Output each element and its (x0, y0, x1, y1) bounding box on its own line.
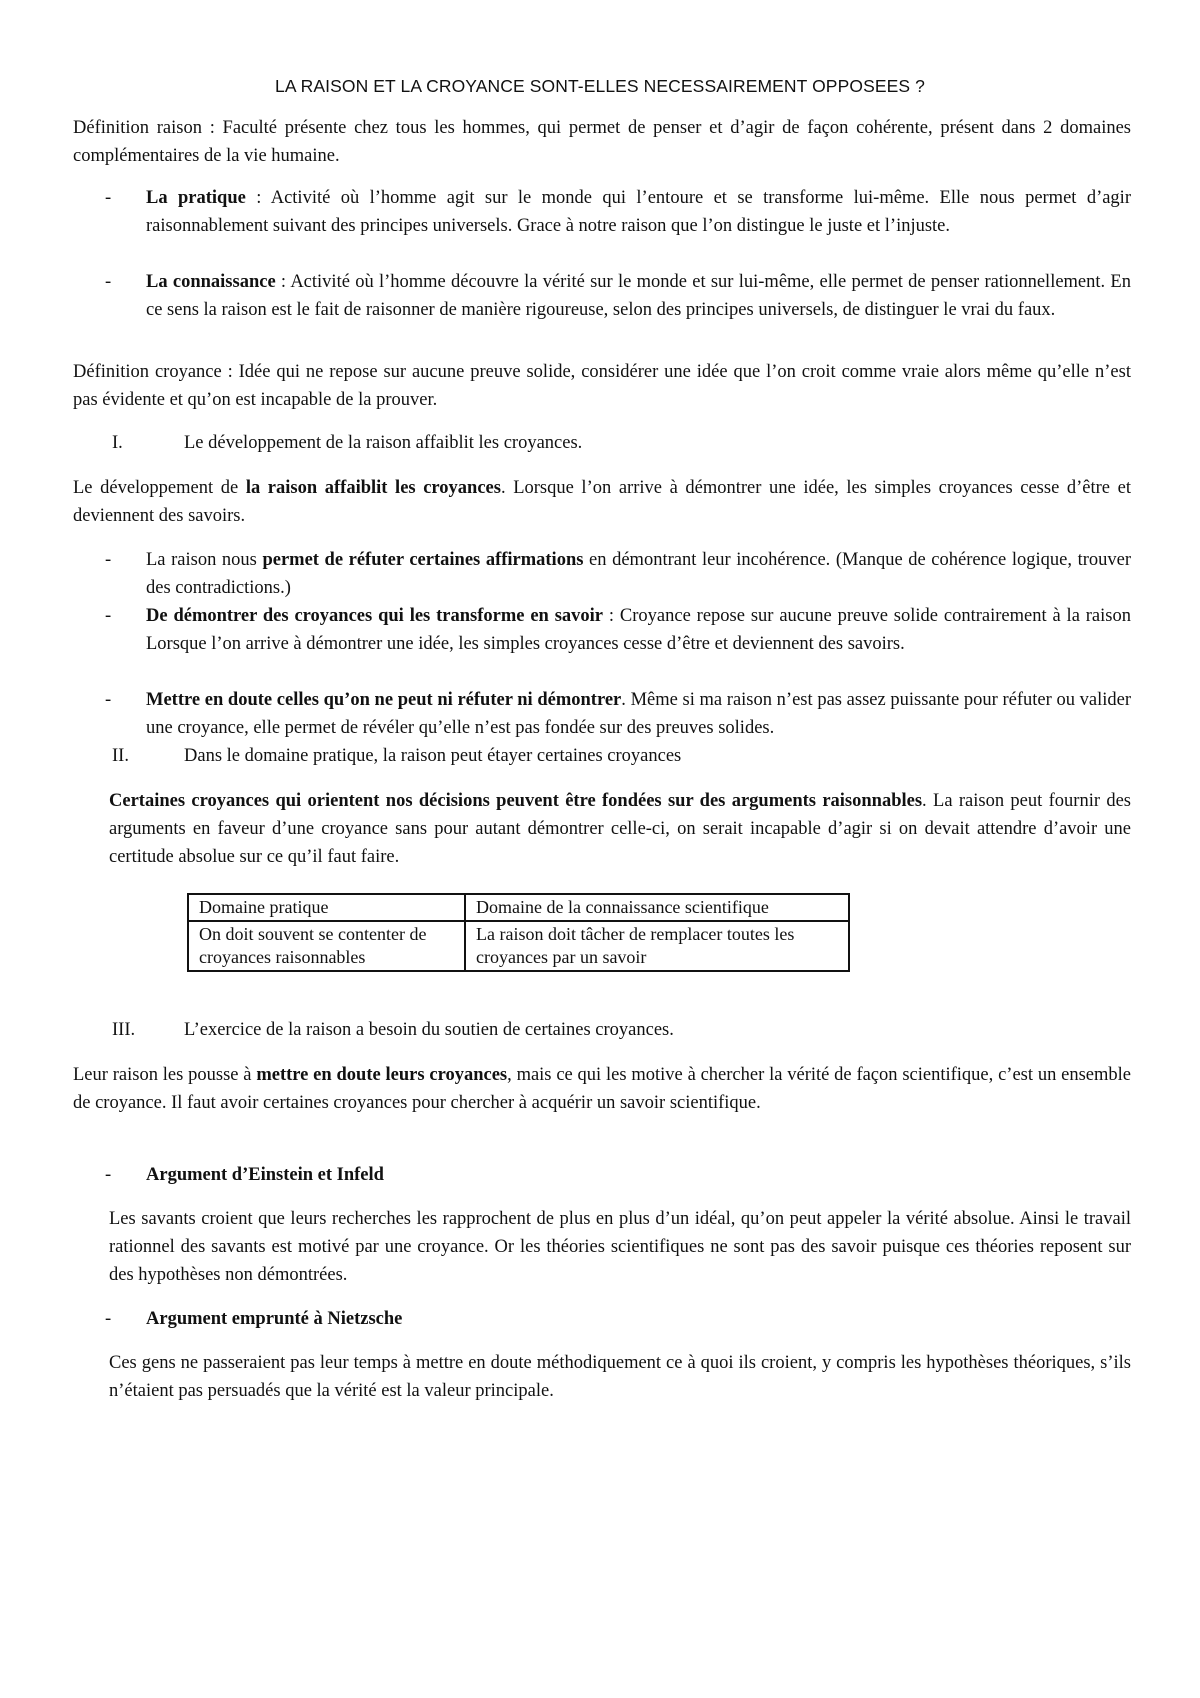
comparison-table (187, 893, 850, 972)
section-title: Dans le domaine pratique, la raison peut étayer certaines croyances (184, 746, 682, 766)
document-title: LA RAISON ET LA CROYANCE SONT-ELLES NECESSAIREMENT OPPOSEES ? (275, 76, 925, 96)
table-header-cell: Domaine de la connaissance scientifique (465, 894, 849, 921)
bullet-dash: - (105, 188, 112, 208)
s1-item-mettre-en-doute: - Mettre en doute celles qu’on ne peut ni réfuter ni démontrer. Même si ma raison n’est pas assez puissante pour réfuter ou valider une croyance, elle permet de révéler qu’elle n’est pas fondée sur des preuves solides. (105, 686, 1131, 742)
item-text: : Activité où l’homme découvre la vérité sur le monde et sur lui-même, elle permet de penser rationnellement. En ce sens la raison est le fait de raisonner de manière rigoureuse, selon des principes universels, de distinguer le vrai du faux. (146, 272, 1131, 320)
section-number: III. (112, 1020, 136, 1040)
item-bold-label: La pratique (146, 188, 246, 208)
section-2-paragraph: Certaines croyances qui orientent nos décisions peuvent être fondées sur des arguments raisonnables. La raison peut fournir des arguments en faveur d’une croyance sans pour autant démontrer celle-ci, on serait incapable d’agir si on devait attendre d’avoir une certitude absolue sur ce qu’il faut faire. (109, 791, 1131, 867)
bullet-dash: - (105, 272, 112, 292)
argument-2-text: Ces gens ne passeraient pas leur temps à mettre en doute méthodiquement ce à quoi ils croient, y compris les hypothèses théoriques, s’ils n’étaient pas persuadés que la vérité est la valeur principale. (109, 1353, 1131, 1401)
raison-item-pratique (105, 184, 1131, 240)
argument-1-heading: - Argument d’Einstein et Infeld (105, 1161, 1131, 1189)
bullet-dash: - (105, 550, 112, 570)
section-1-heading (112, 429, 1112, 457)
table-row (188, 921, 849, 971)
bullet-dash: - (105, 690, 112, 710)
definition-croyance: Définition croyance : Idée qui ne repose sur aucune preuve solide, considérer une idée que l’on croit comme vraie alors même qu’elle n’est pas évidente et qu’on est incapable de la prouver. (73, 362, 1131, 410)
section-number: II. (112, 746, 129, 766)
bullet-dash: - (105, 606, 112, 626)
bullet-dash: - (105, 1309, 112, 1329)
section-title: L’exercice de la raison a besoin du soutien de certaines croyances. (184, 1020, 674, 1040)
section-1-paragraph: Le développement de la raison affaiblit les croyances. Lorsque l’on arrive à démontrer une idée, les simples croyances cesse d’être et deviennent des savoirs. (73, 478, 1131, 526)
raison-item-connaissance (105, 268, 1131, 324)
section-3-heading (112, 1016, 1112, 1044)
section-title: Le développement de la raison affaiblit les croyances. (184, 433, 583, 453)
s1-item-refuter: - La raison nous permet de réfuter certaines affirmations en démontrant leur incohérence. (Manque de cohérence logique, trouver des contradictions.) (105, 546, 1131, 602)
section-3-paragraph: Leur raison les pousse à mettre en doute leurs croyances, mais ce qui les motive à chercher la vérité de façon scientifique, c’est un ensemble de croyance. Il faut avoir certaines croyances pour chercher à acquérir un savoir scientifique. (73, 1065, 1131, 1113)
table-header-cell: Domaine pratique (188, 894, 465, 921)
item-bold-label: La connaissance (146, 272, 276, 292)
argument-2-heading: - Argument emprunté à Nietzsche (105, 1305, 1131, 1333)
item-text: : Activité où l’homme agit sur le monde qui l’entoure et se transforme lui-même. Elle nous permet d’agir raisonnablement suivant des principes universels. Grace à notre raison que l’on distingue le juste et l’injuste. (146, 188, 1131, 236)
definition-raison: Définition raison : Faculté présente chez tous les hommes, qui permet de penser et d’agir de façon cohérente, présent dans 2 domaines complémentaires de la vie humaine. (73, 118, 1131, 166)
argument-1-text: Les savants croient que leurs recherches les rapprochent de plus en plus d’un idéal, qu’on peut appeler la vérité absolue. Ainsi le travail rationnel des savants est motivé par une croyance. Or les théories scientifiques ne sont pas des savoir puisque ces théories reposent sur des hypothèses non démontrées. (109, 1209, 1131, 1285)
s1-item-demontrer: - De démontrer des croyances qui les transforme en savoir : Croyance repose sur aucune preuve solide contrairement à la raison Lorsque l’on arrive à démontrer une idée, les simples croyances cesse d’être et deviennent des savoirs. (105, 602, 1131, 658)
table-cell: On doit souvent se contenter de croyances raisonnables (188, 921, 465, 971)
table-header-row (188, 894, 849, 921)
bullet-dash: - (105, 1165, 112, 1185)
section-number: I. (112, 433, 123, 453)
section-2-heading (112, 742, 1112, 770)
table-cell: La raison doit tâcher de remplacer toutes les croyances par un savoir (465, 921, 849, 971)
